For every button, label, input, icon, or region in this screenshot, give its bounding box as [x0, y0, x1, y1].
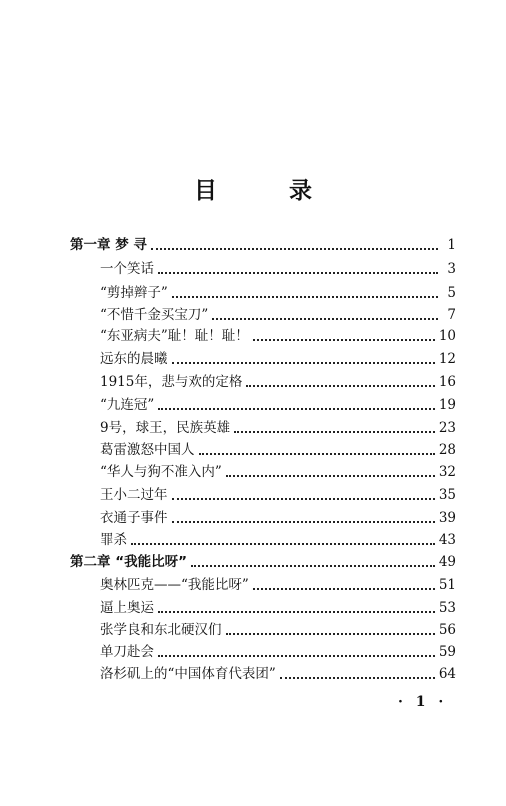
- leader-dots: [172, 296, 438, 298]
- toc-label: “剪掉辫子”: [100, 285, 168, 301]
- page-title: 目 录: [193, 178, 344, 204]
- toc-page-number: 23: [438, 420, 456, 436]
- toc-entry: [100, 598, 456, 618]
- toc-entry: [100, 642, 456, 662]
- leader-dots: [246, 385, 434, 387]
- toc-label: 9号，球王，民族英雄: [100, 420, 231, 436]
- toc-entry: [100, 395, 456, 415]
- toc-entry: [100, 326, 456, 346]
- toc-page-number: 3: [447, 261, 456, 277]
- leader-dots: [172, 521, 435, 523]
- toc-entry: [100, 575, 456, 595]
- leader-dots: [158, 272, 438, 274]
- toc-entry: [100, 372, 456, 392]
- toc-label: “不惜千金买宝刀”: [100, 307, 209, 323]
- toc-page-number: 19: [438, 397, 456, 413]
- leader-dots: [226, 475, 435, 477]
- leader-dots: [280, 677, 435, 679]
- toc-label: 一个笑话: [100, 261, 154, 277]
- toc-label: 第二章 “我能比呀”: [70, 554, 187, 570]
- leader-dots: [253, 339, 435, 341]
- toc-entry: [100, 440, 456, 460]
- leader-dots: [151, 248, 438, 250]
- leader-dots: [158, 408, 435, 410]
- leader-dots: [253, 588, 435, 590]
- toc-chapter-2: [70, 552, 456, 572]
- toc-label: 奥林匹克——“我能比呀”: [100, 577, 249, 593]
- toc-label: 逼上奥运: [100, 600, 154, 616]
- toc-entry: [100, 508, 456, 528]
- toc-label: 1915年，悲与欢的定格: [100, 374, 243, 390]
- toc-page-number: 16: [438, 374, 456, 390]
- toc-entry: [100, 530, 456, 550]
- toc-page-number: 35: [438, 487, 456, 503]
- toc-page-number: 64: [438, 666, 456, 682]
- toc-page-number: 7: [447, 307, 456, 323]
- leader-dots: [172, 362, 435, 364]
- toc-page-number: 1: [447, 237, 456, 253]
- toc-page-number: 28: [438, 442, 456, 458]
- toc-page-number: 51: [438, 577, 456, 593]
- toc-entry: [100, 620, 456, 640]
- toc-label: “九连冠”: [100, 397, 155, 413]
- toc-page-number: 49: [438, 554, 456, 570]
- leader-dots: [158, 611, 435, 613]
- leader-dots: [212, 318, 438, 320]
- toc-label: 洛杉矶上的“中国体育代表团”: [100, 666, 276, 682]
- toc-page-number: 10: [438, 328, 456, 344]
- toc-label: “华人与狗不准入内”: [100, 464, 222, 480]
- toc-page-number: 32: [438, 464, 456, 480]
- leader-dots: [158, 655, 435, 657]
- toc-page-number: 53: [438, 600, 456, 616]
- toc-label: 远东的晨曦: [100, 351, 168, 367]
- toc-page-number: 5: [447, 285, 456, 301]
- toc-entry: [100, 462, 456, 482]
- toc-entry: [100, 485, 456, 505]
- leader-dots: [191, 565, 435, 567]
- toc-entry: [100, 664, 456, 684]
- toc-entry: [100, 418, 456, 438]
- leader-dots: [131, 543, 435, 545]
- toc-label: 单刀赴会: [100, 644, 154, 660]
- toc-page-number: 12: [438, 351, 456, 367]
- toc-label: 罪杀: [100, 532, 127, 548]
- toc-label: 王小二过年: [100, 487, 168, 503]
- leader-dots: [199, 453, 435, 455]
- toc-page-number: 39: [438, 510, 456, 526]
- toc-entry: [100, 259, 456, 279]
- toc-entry: [100, 349, 456, 369]
- leader-dots: [226, 633, 435, 635]
- toc-label: 张学良和东北硬汉们: [100, 622, 222, 638]
- leader-dots: [172, 498, 435, 500]
- toc-page-number: 59: [438, 644, 456, 660]
- toc-page-number: 56: [438, 622, 456, 638]
- toc-page-number: 43: [438, 532, 456, 548]
- toc-entry: [100, 283, 456, 303]
- toc-label: 第一章 梦 寻: [70, 237, 147, 253]
- page-footer-number: · 1 ·: [398, 694, 448, 710]
- toc-chapter-1: [70, 235, 456, 255]
- toc-label: 葛雷激怒中国人: [100, 442, 195, 458]
- toc-entry: [100, 305, 456, 325]
- toc-label: 衣通子事件: [100, 510, 168, 526]
- leader-dots: [234, 431, 435, 433]
- toc-label: “东亚病夫”耻！耻！耻！: [100, 328, 249, 344]
